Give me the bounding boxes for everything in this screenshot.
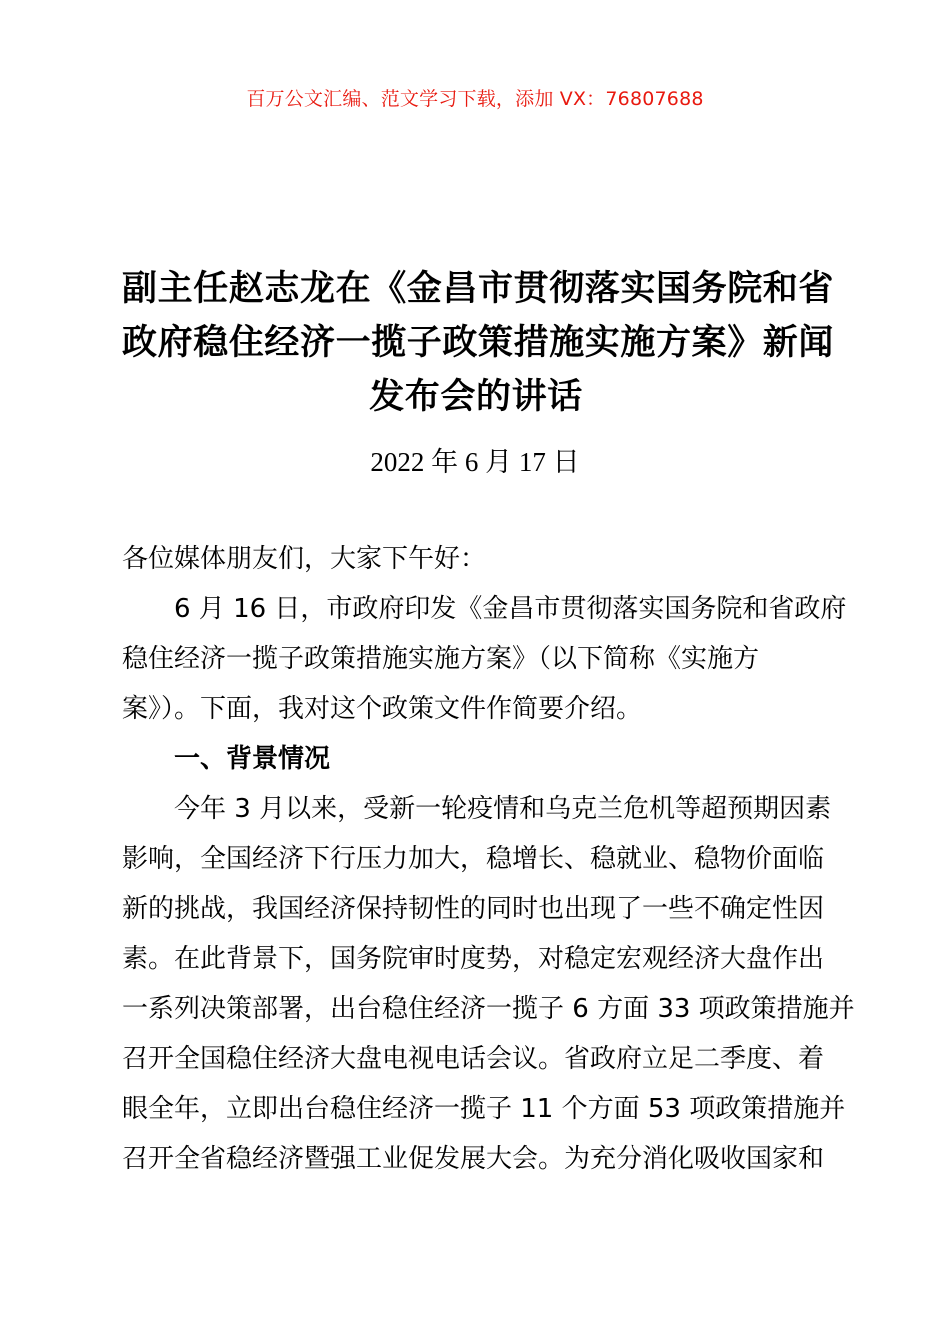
title-line-2: 政府稳住经济一揽子政策措施实施方案》新闻 — [122, 322, 835, 363]
greeting: 各位媒体朋友们，大家下午好： — [122, 544, 487, 574]
document-date: 2022 年 6 月 17 日 — [370, 447, 580, 477]
section-1-heading: 一、背景情况 — [174, 744, 331, 774]
paragraph-2-line-1: 今年 3 月以来，受新一轮疫情和乌克兰危机等超预期因素 — [174, 794, 832, 824]
paragraph-1-line-3: 案》）。下面，我对这个政策文件作简要介绍。 — [122, 694, 643, 724]
paragraph-1-line-1: 6 月 16 日，市政府印发《金昌市贯彻落实国务院和省政府 — [174, 594, 847, 624]
paragraph-1-line-2: 稳住经济一揽子政策措施实施方案》（以下简称《实施方 — [122, 644, 760, 674]
document-body — [122, 534, 855, 1184]
paragraph-2-line-7: 眼全年，立即出台稳住经济一揽子 11 个方面 53 项政策措施并 — [122, 1094, 846, 1124]
header-note: 百万公文汇编、范文学习下载，添加 VX：76807688 — [246, 88, 704, 110]
paragraph-2-line-2: 影响，全国经济下行压力加大，稳增长、稳就业、稳物价面临 — [122, 844, 825, 874]
paragraph-2-line-5: 一系列决策部署，出台稳住经济一揽子 6 方面 33 项政策措施并 — [122, 994, 855, 1024]
paragraph-2-line-6: 召开全国稳住经济大盘电视电话会议。省政府立足二季度、着 — [122, 1044, 825, 1074]
paragraph-2-line-4: 素。在此背景下，国务院审时度势，对稳定宏观经济大盘作出 — [122, 944, 825, 974]
document-title — [122, 262, 835, 424]
title-line-1: 副主任赵志龙在《金昌市贯彻落实国务院和省 — [122, 268, 835, 309]
paragraph-2-line-3: 新的挑战，我国经济保持韧性的同时也出现了一些不确定性因 — [122, 894, 825, 924]
paragraph-2-line-8: 召开全省稳经济暨强工业促发展大会。为充分消化吸收国家和 — [122, 1144, 825, 1174]
title-line-3: 发布会的讲话 — [369, 376, 583, 417]
